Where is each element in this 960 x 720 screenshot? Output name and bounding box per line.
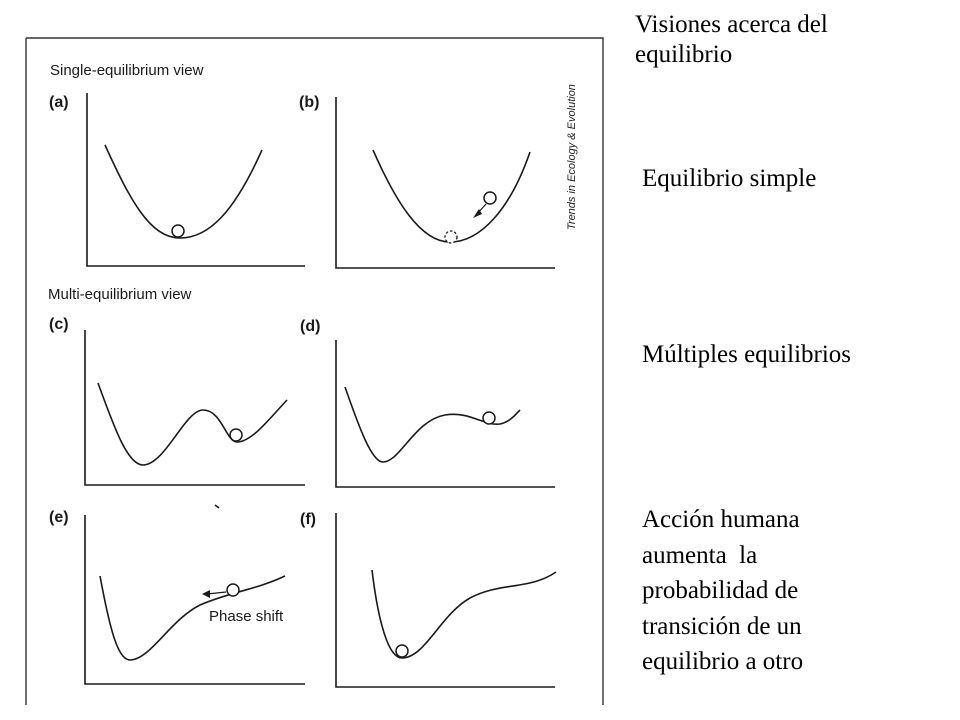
panel-f-graph xyxy=(336,513,556,687)
panel-b-graph xyxy=(336,97,555,268)
simple-equilibrium-text: Equilibrio simple xyxy=(642,165,817,192)
panel-b-ball xyxy=(484,192,496,204)
human-action-text xyxy=(642,502,803,680)
multi-view-title: Multi-equilibrium view xyxy=(48,286,192,303)
panel-c-graph xyxy=(85,330,305,485)
journal-credit: Trends in Ecology & Evolution xyxy=(566,84,578,230)
panel-b-curve xyxy=(373,150,530,242)
multiple-equilibria-text: Múltiples equilibrios xyxy=(642,341,852,368)
panel-e-label: (e) xyxy=(49,509,69,526)
equilibrium-views-heading xyxy=(635,10,828,70)
panel-f-label: (f) xyxy=(300,511,316,528)
figure-frame xyxy=(26,38,603,705)
panel-b-label: (b) xyxy=(299,94,320,111)
panel-e-ball xyxy=(227,584,239,596)
panel-e-axes xyxy=(85,515,305,684)
panel-e-scan-mark xyxy=(215,505,219,508)
human-line-1: Acción humana xyxy=(642,506,800,533)
panel-d-ball xyxy=(483,412,495,424)
panel-b-dashed-ball xyxy=(445,231,457,243)
panel-d-axes xyxy=(336,340,555,487)
panel-f-axes xyxy=(336,513,555,687)
panel-a-label: (a) xyxy=(49,94,69,111)
single-view-title: Single-equilibrium view xyxy=(50,62,204,79)
heading-line-1: Visiones acerca del xyxy=(635,11,828,38)
panel-c-axes xyxy=(85,330,305,485)
panel-c-curve xyxy=(98,383,287,465)
human-line-2: aumenta la xyxy=(642,541,758,569)
panel-e-graph xyxy=(85,505,305,684)
human-line-5: equilibrio a otro xyxy=(642,648,804,675)
panel-d-curve xyxy=(345,387,520,462)
panel-a-curve xyxy=(105,145,262,238)
panel-a-axes xyxy=(87,93,305,266)
panel-f-ball xyxy=(396,645,408,657)
heading-line-2: equilibrio xyxy=(635,41,733,68)
human-line-4: transición de un xyxy=(642,612,802,640)
human-line-3: probabilidad de xyxy=(642,577,799,604)
panel-c-ball xyxy=(230,429,242,441)
panel-a-ball xyxy=(172,225,184,237)
panel-c-label: (c) xyxy=(49,316,69,333)
panel-a-graph xyxy=(87,93,305,266)
phase-shift-label: Phase shift xyxy=(209,608,284,625)
panel-e-arrowhead xyxy=(202,590,210,598)
panel-d-label: (d) xyxy=(300,318,321,335)
panel-d-graph xyxy=(336,340,555,487)
